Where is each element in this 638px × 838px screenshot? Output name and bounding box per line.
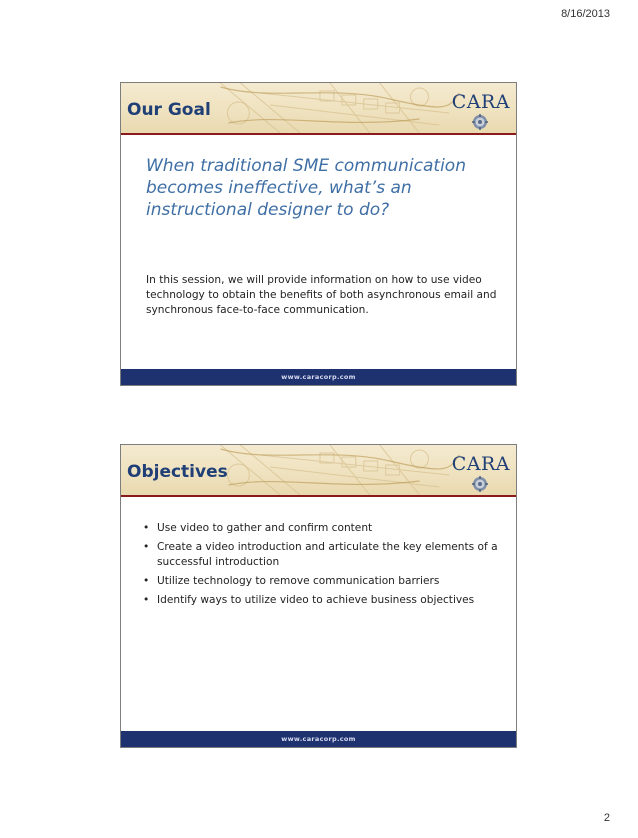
list-item: [141, 593, 513, 608]
list-item: [141, 574, 513, 589]
page-date: 8/16/2013: [561, 8, 610, 20]
slide-header: [121, 445, 516, 495]
gear-icon: [472, 114, 488, 130]
slide-objectives: [120, 444, 517, 748]
logo-text: CARA: [451, 453, 510, 475]
slide-footer: [121, 369, 516, 385]
header-divider: [121, 495, 516, 497]
bullet-icon: •: [143, 541, 150, 553]
objective-text: Identify ways to utilize video to achieve business objectives: [157, 594, 475, 606]
cara-logo: [440, 89, 510, 133]
slide-our-goal: [120, 82, 517, 386]
objectives-list: [141, 521, 513, 612]
slide-footer: [121, 731, 516, 747]
goal-question: When traditional SME communication becomes ineffective, what’s an instructional designer to do?: [146, 156, 466, 220]
header-divider: [121, 133, 516, 135]
bullet-icon: •: [143, 522, 150, 534]
objective-text: Create a video introduction and articulate the key elements of a successful introduction: [157, 541, 498, 568]
logo-text: CARA: [451, 91, 510, 113]
bullet-icon: •: [143, 594, 150, 606]
footer-url: www.caracorp.com: [281, 735, 356, 743]
objective-text: Use video to gather and confirm content: [157, 522, 373, 534]
footer-url: www.caracorp.com: [281, 373, 356, 381]
cara-logo: [440, 451, 510, 495]
page-number: 2: [603, 812, 610, 824]
objective-text: Utilize technology to remove communication barriers: [157, 575, 440, 587]
slide-header: [121, 83, 516, 133]
gear-icon: [472, 476, 488, 492]
bullet-icon: •: [143, 575, 150, 587]
list-item: [141, 540, 513, 570]
slide-title: Our Goal: [127, 100, 211, 120]
slide-title: Objectives: [127, 462, 228, 482]
list-item: [141, 521, 513, 536]
session-description: In this session, we will provide information on how to use video technology to obtain the benefits of both asynchronous email and synchronous face-to-face communication.: [146, 274, 497, 316]
